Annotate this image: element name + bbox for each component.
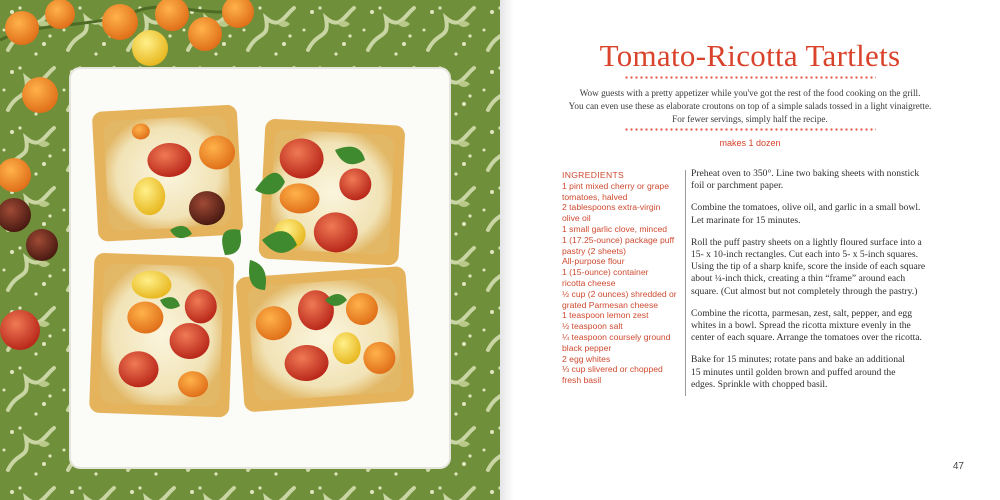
- method-step-line: Roll the puff pastry sheets on a lightly floured surface into a: [691, 236, 922, 248]
- method-step-line: square. (Cut almost but not completely through the pastry.): [691, 285, 918, 297]
- ingredient-item: [562, 289, 680, 311]
- method-step-line: edges. Sprinkle with chopped basil.: [691, 378, 828, 390]
- page-number: 47: [952, 461, 964, 472]
- intro-line: For fewer servings, simply half the recipe.: [672, 114, 828, 124]
- recipe-intro: [540, 87, 960, 126]
- method-step: [691, 308, 951, 345]
- ingredient-line: pastry (2 sheets): [562, 245, 626, 256]
- ingredient-line: ½ teaspoon salt: [562, 321, 623, 332]
- ingredient-item: [562, 354, 680, 365]
- method-step-line: 15- x 10-inch rectangles. Cut each into 5- x 5-inch squares.: [691, 249, 918, 261]
- method-step-line: 15 minutes until golden brown and puffed around the: [691, 366, 896, 378]
- method-step-line: foil or parchment paper.: [691, 180, 784, 192]
- column-divider: [685, 170, 686, 396]
- method-step-line: Combine the ricotta, parmesan, zest, salt, pepper, and egg: [691, 307, 912, 319]
- method-step-line: about ¼-inch thick, creating a thin “frame” around each: [691, 273, 906, 285]
- ingredient-line: fresh basil: [562, 375, 602, 386]
- method-steps: [691, 168, 951, 401]
- ingredient-line: All-purpose flour: [562, 256, 625, 267]
- ingredient-item: [562, 321, 680, 332]
- method-step-line: Bake for 15 minutes; rotate pans and bake an additional: [691, 354, 905, 366]
- ingredient-line: 1 pint mixed cherry or grape: [562, 180, 669, 191]
- recipe-yield: makes 1 dozen: [719, 138, 781, 148]
- page-spine-shadow: [500, 0, 514, 500]
- ingredient-line: grated Parmesan cheese: [562, 299, 659, 310]
- ingredient-line: tomatoes, halved: [562, 191, 628, 202]
- ingredient-line: 1 small garlic clove, minced: [562, 223, 668, 234]
- method-step: [691, 168, 951, 192]
- ingredient-item: [562, 332, 680, 354]
- ingredient-line: black pepper: [562, 342, 612, 353]
- method-step-line: whites in a bowl. Spread the ricotta mixture evenly in the: [691, 320, 911, 332]
- method-step-line: center of each square. Arrange the tomatoes over the ricotta.: [691, 332, 922, 344]
- ingredient-line: ½ cup (2 ounces) shredded or: [562, 288, 677, 299]
- method-step-line: Let marinate for 15 minutes.: [691, 214, 801, 226]
- ingredient-item: [562, 202, 680, 224]
- ingredient-item: [562, 181, 680, 203]
- recipe-page: [500, 0, 1000, 500]
- method-step: [691, 354, 951, 391]
- method-step: [691, 237, 951, 298]
- method-step-line: Using the tip of a sharp knife, score the inside of each square: [691, 261, 926, 273]
- ingredients-list: [562, 170, 680, 386]
- method-step-line: Preheat oven to 350°. Line two baking sheets with nonstick: [691, 168, 920, 179]
- ingredient-line: 1 teaspoon lemon zest: [562, 310, 649, 321]
- ingredient-line: 2 tablespoons extra-virgin: [562, 202, 661, 213]
- intro-line: You can even use these as elaborate croutons on top of a simple salads tossed in a light vinaigrette.: [568, 101, 932, 111]
- ingredient-line: 2 egg whites: [562, 353, 611, 364]
- method-step-line: Combine the tomatoes, olive oil, and garlic in a small bowl.: [691, 202, 921, 214]
- ingredient-item: [562, 256, 680, 267]
- ingredient-line: 1 (17.25-ounce) package puff: [562, 234, 675, 245]
- ingredient-item: [562, 267, 680, 289]
- recipe-title: Tomato-Ricotta Tartlets: [599, 38, 901, 73]
- intro-dotted-rule: [624, 128, 876, 131]
- title-dotted-rule: [624, 76, 876, 79]
- ingredient-item: [562, 364, 680, 386]
- ingredient-line: ⅓ cup slivered or chopped: [562, 364, 663, 375]
- ingredient-item: [562, 224, 680, 235]
- ingredient-item: [562, 310, 680, 321]
- ingredient-item: [562, 235, 680, 257]
- ingredient-line: ¼ teaspoon coursely ground: [562, 331, 671, 342]
- method-step: [691, 202, 951, 226]
- intro-line: Wow guests with a pretty appetizer while you've got the rest of the food cooking on the grill.: [579, 88, 921, 98]
- ingredients-heading: INGREDIENTS: [562, 170, 625, 180]
- ingredient-line: olive oil: [562, 213, 591, 224]
- ingredient-line: 1 (15-ounce) container: [562, 267, 649, 278]
- ingredient-line: ricotta cheese: [562, 277, 616, 288]
